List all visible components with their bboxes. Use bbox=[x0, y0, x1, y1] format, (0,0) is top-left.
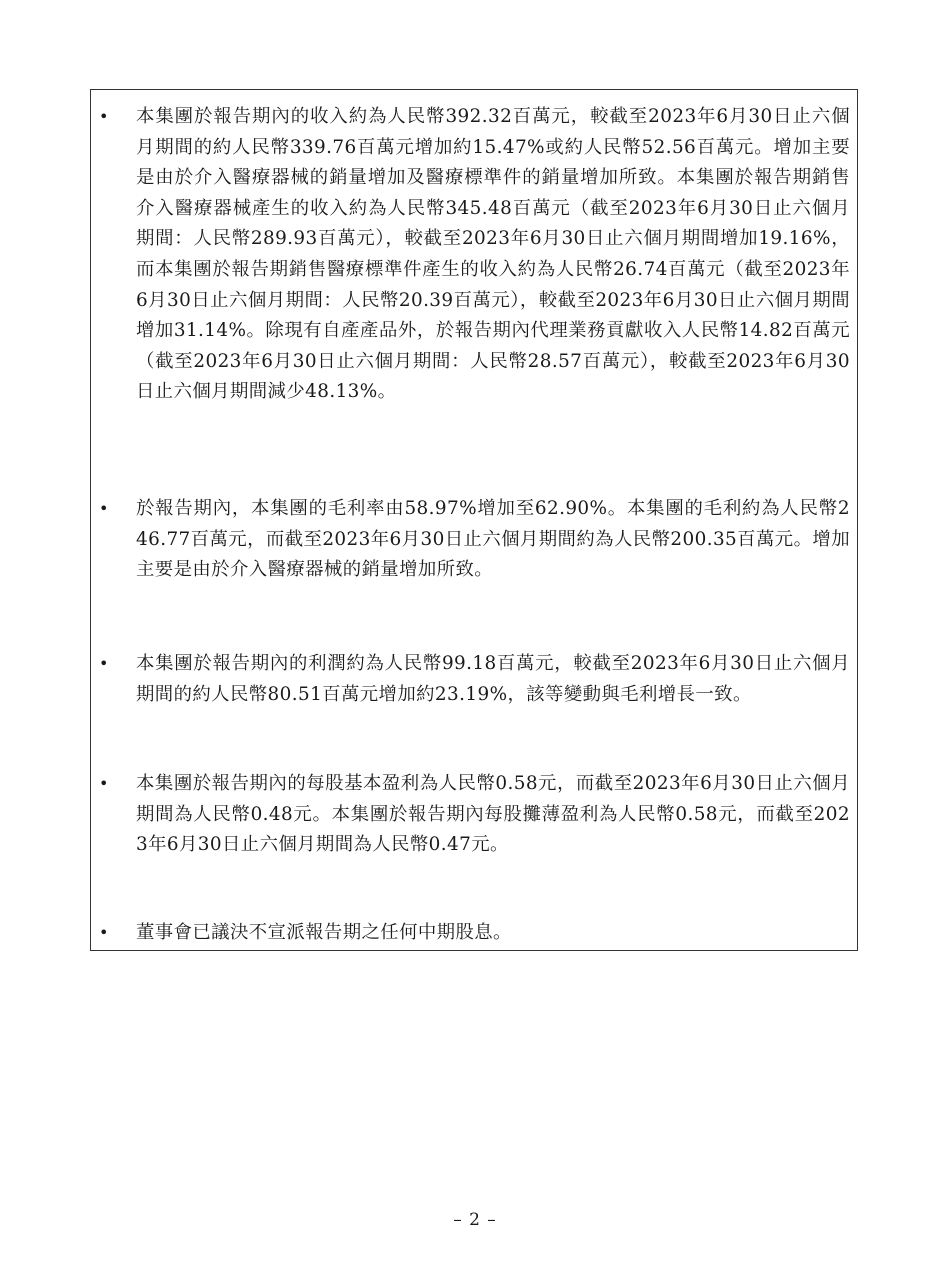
highlights-box bbox=[90, 89, 858, 951]
bullet-marker: • bbox=[99, 499, 109, 518]
bullet-marker: • bbox=[99, 654, 109, 673]
page-number: – 2 – bbox=[453, 1210, 497, 1230]
gross-profit-paragraph: 於報告期內，本集團的毛利率由58.97%增加至62.90%。本集團的毛利約為人民幣246.77百萬元，而截至2023年6月30日止六個月期間約為人民幣200.35百萬元。增加主要是由於介入醫療器械的銷量增加所致。 bbox=[136, 498, 850, 581]
eps-paragraph: 本集團於報告期內的每股基本盈利為人民幣0.58元，而截至2023年6月30日止六個月期間為人民幣0.48元。本集團於報告期內每股攤薄盈利為人民幣0.58元，而截至2023年6月30日止六個月期間為人民幣0.47元。 bbox=[136, 773, 850, 856]
bullet-marker: • bbox=[99, 107, 109, 126]
dividend-paragraph: 董事會已議決不宣派報告期之任何中期股息。 bbox=[136, 922, 512, 943]
revenue-paragraph: 本集團於報告期內的收入約為人民幣392.32百萬元，較截至2023年6月30日止六個月期間的約人民幣339.76百萬元增加約15.47%或約人民幣52.56百萬元。增加主要是由於介入醫療器械的銷量增加及醫療標準件的銷量增加所致。本集團於報告期銷售介入醫療器械產生的收入約為人民幣345.48百萬元（截至2023年6月30日止六個月期間：人民幣289.93百萬元），較截至2023年6月30日止六個月期間增加19.16%，而本集團於報告期銷售醫療標準件產生的收入約為人民幣26.74百萬元（截至2023年6月30日止六個月期間：人民幣20.39百萬元），較截至2023年6月30日止六個月期間增加31.14%。除現有自產產品外，於報告期內代理業務貢獻收入人民幣14.82百萬元（截至2023年6月30日止六個月期間：人民幣28.57百萬元），較截至2023年6月30日止六個月期間減少48.13%。 bbox=[136, 106, 850, 403]
bullet-marker: • bbox=[99, 774, 109, 793]
bullet-marker: • bbox=[99, 923, 109, 942]
profit-paragraph: 本集團於報告期內的利潤約為人民幣99.18百萬元，較截至2023年6月30日止六個月期間的約人民幣80.51百萬元增加約23.19%，該等變動與毛利增長一致。 bbox=[136, 653, 850, 705]
